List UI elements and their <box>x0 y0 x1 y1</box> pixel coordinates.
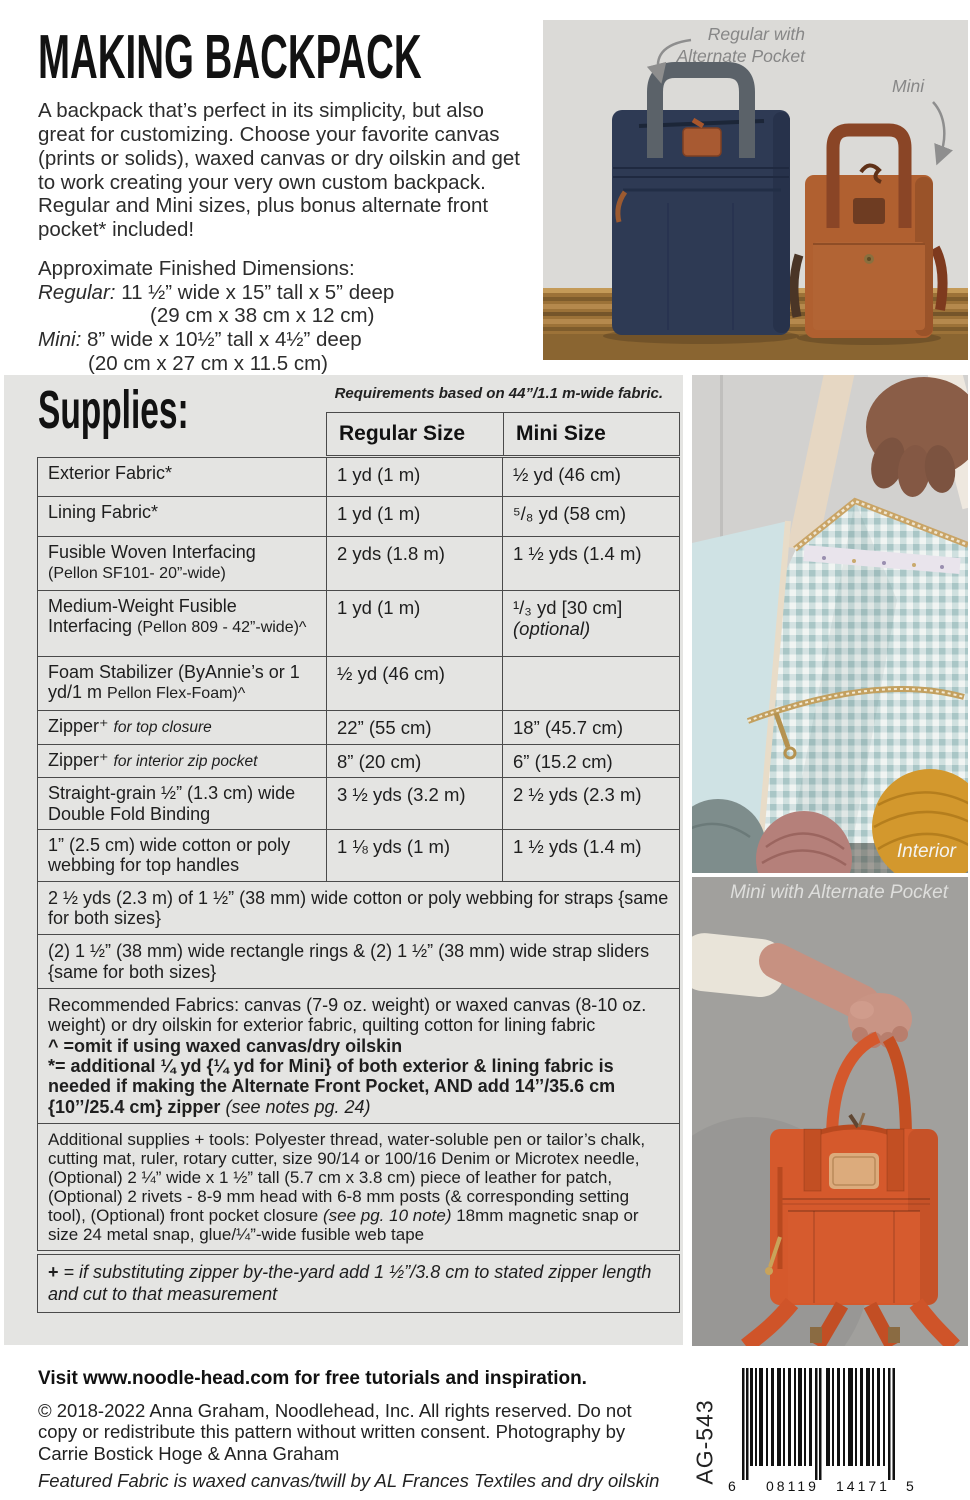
table-row-fusible-woven-interfacing: Fusible Woven Interfacing (Pellon SF101- 20”-wide) 2 yds (1.8 m) 1 ½ yds (1.4 m) <box>38 536 679 590</box>
column-header-mini: Mini Size <box>516 422 606 445</box>
table-row-foam-stabilizer: Foam Stabilizer (ByAnnie’s or 1 yd/1 m Pellon Flex-Foam)^ ½ yd (46 cm) <box>38 656 679 710</box>
zipper-substitution-note: + = if substituting zipper by-the-yard add 1 ½”/3.8 cm to stated zipper length and cut to that measurement <box>37 1254 680 1313</box>
finished-dimensions <box>38 257 538 376</box>
photo-interior <box>692 375 968 873</box>
label-mini: Mini <box>892 76 925 96</box>
dimensions-mini: Mini: 8” wide x 10½” tall x 4½” deep <box>38 328 362 352</box>
website-line: Visit www.noodle-head.com for free tutorials and inspiration. <box>38 1368 587 1389</box>
column-header-regular: Regular Size <box>327 413 504 455</box>
interior-illustration <box>692 375 968 873</box>
table-row-double-fold-binding: Straight-grain ½” (1.3 cm) wide Double Fold Binding 3 ½ yds (3.2 m) 2 ½ yds (2.3 m) <box>38 777 679 828</box>
table-row-strap-webbing: 2 ½ yds (2.3 m) of 1 ½” (38 mm) wide cotton or poly webbing for straps {same for both sizes} <box>38 881 679 935</box>
dimensions-regular: Regular: 11 ½” wide x 15” tall x 5” deep <box>38 280 395 304</box>
description-text: A backpack that’s perfect in its simplicity, but also great for customizing. Choose your favorite canvas (prints or solids), waxed canvas or dry oilskin and get to work creating your very own custom backpack. Regular and Mini sizes, plus bonus alternate front pocket* included! <box>38 99 520 242</box>
table-row-exterior-fabric: Exterior Fabric* 1 yd (1 m) ½ yd (46 cm) <box>38 458 679 496</box>
table-row-recommended-fabrics: Recommended Fabrics: canvas (7-9 oz. weight) or waxed canvas (8-10 oz. weight) or dry oilskin for exterior fabric, quilting cotton for lining fabric ^ =omit if using waxed canvas/dry oilskin *= additional ¼ yd {¼ yd for Mini} of both exterior & lining fabric is needed if making the Alternate Front Pocket, AND add 14’’/35.6 cm {10’’/25.4 cm} zipper (see notes pg. 24) <box>38 988 679 1123</box>
barcode-group-2: 14171 <box>836 1478 890 1494</box>
intro-block <box>38 23 538 376</box>
table-row-zipper-interior-pocket: Zipper⁺ for interior zip pocket 8” (20 cm) 6” (15.2 cm) <box>38 744 679 778</box>
backpacks-illustration <box>543 20 968 360</box>
product-code: AG-543 <box>691 1399 718 1485</box>
table-row-webbing-top-handles: 1” (2.5 cm) wide cotton or poly webbing for top handles 1 ⅛ yds (1 m) 1 ½ yds (1.4 m) <box>38 829 679 881</box>
table-row-medium-weight-interfacing: Medium-Weight Fusible Interfacing (Pellon 809 - 42”-wide)^ 1 yd (1 m) ¹/₃ yd [30 cm] (optional) <box>38 590 679 656</box>
supplies-heading: Supplies: <box>38 380 189 440</box>
page-title: MAKING BACKPACK <box>38 23 422 92</box>
barcode-bars <box>742 1368 898 1480</box>
supplies-table-wrap <box>37 457 680 1313</box>
barcode <box>724 1364 914 1498</box>
label-interior: Interior <box>896 841 956 862</box>
table-row-lining-fabric: Lining Fabric* 1 yd (1 m) ⁵/₈ yd (58 cm) <box>38 496 679 536</box>
dimensions-heading: Approximate Finished Dimensions: <box>38 256 355 280</box>
dimensions-regular-metric: (29 cm x 38 cm x 12 cm) <box>150 304 375 328</box>
size-column-headers <box>326 412 680 456</box>
label-mini-with-alternate-pocket: Mini with Alternate Pocket <box>730 882 948 903</box>
featured-fabric-note: Featured Fabric is waxed canvas/twill by AL Frances Textiles and dry oilskin <box>38 1470 660 1491</box>
supplies-table <box>37 457 680 1251</box>
dimensions-mini-metric: (20 cm x 27 cm x 11.5 cm) <box>88 351 328 375</box>
barcode-digit-right: 5 <box>906 1478 914 1494</box>
label-regular-with-alternate-pocket: Regular with Alternate Pocket <box>676 24 805 66</box>
barcode-group-1: 08119 <box>766 1478 819 1494</box>
photo-mini-alternate-pocket <box>692 877 968 1346</box>
requirements-note: Requirements based on 44”/1.1 m-wide fabric. <box>334 385 663 402</box>
supplies-panel <box>4 375 683 1345</box>
table-row-additional-supplies: Additional supplies + tools: Polyester thread, water-soluble pen or tailor’s chalk, cutting mat, ruler, rotary cutter, size 90/14 or 100/16 Denim or Microtex needle, (Optional) 2 ¼” wide x 1 ½” tall (5.7 cm x 3.8 cm) piece of leather for patch, (Optional) 2 rivets - 8-9 mm head with 6-8 mm posts (& corresponding setting tool), (Optional) front pocket closure (see pg. 10 note) 18mm magnetic snap or size 24 metal snap, glue/¼”-wide fusible web tape <box>38 1123 679 1250</box>
photo-two-backpacks <box>543 20 968 360</box>
table-row-zipper-top-closure: Zipper⁺ for top closure 22” (55 cm) 18” (45.7 cm) <box>38 710 679 744</box>
barcode-digit-left: 6 <box>728 1478 736 1494</box>
mini-backpack-illustration <box>692 877 968 1346</box>
table-row-rings-sliders: (2) 1 ½” (38 mm) wide rectangle rings & (2) 1 ½” (38 mm) wide strap sliders {same for both sizes} <box>38 934 679 988</box>
copyright-text: © 2018-2022 Anna Graham, Noodlehead, Inc. All rights reserved. Do not copy or redistribute this pattern without written consent. Photography by Carrie Bostick Hoge & Anna Graham <box>38 1400 632 1464</box>
